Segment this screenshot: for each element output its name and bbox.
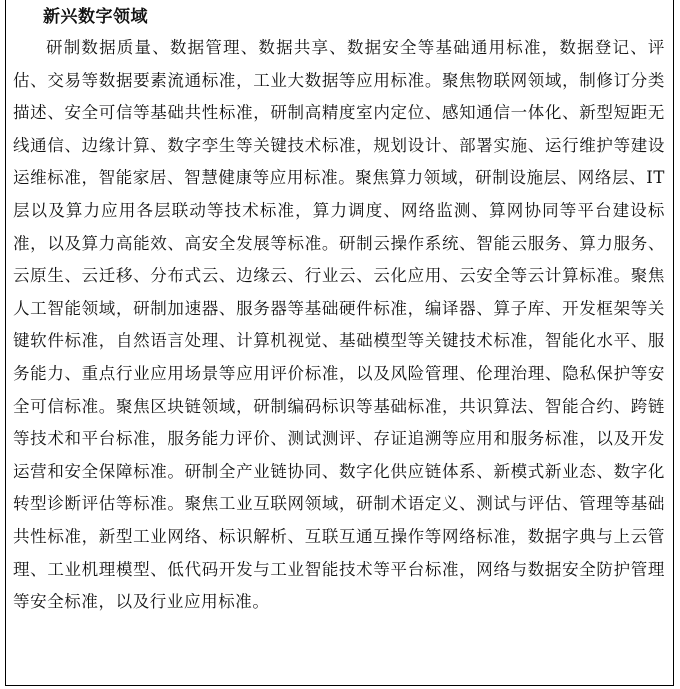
- section-paragraph: 研制数据质量、数据管理、数据共享、数据安全等基础通用标准，数据登记、评估、交易等数据要素流通标准，工业大数据等应用标准。聚焦物联网领域，制修订分类描述、安全可信等基础共性标准，研制高精度室内定位、感知通信一体化、新型短距无线通信、边缘计算、数字孪生等关键技术标准，规划设计、部署实施、运行维护等建设运维标准，智能家居、智慧健康等应用标准。聚焦算力领域，研制设施层、网络层、IT层以及算力应用各层联动等技术标准，算力调度、网络监测、算网协同等平台建设标准，以及算力高能效、高安全发展等标准。研制云操作系统、智能云服务、算力服务、云原生、云迁移、分布式云、边缘云、行业云、云化应用、云安全等云计算标准。聚焦人工智能领域，研制加速器、服务器等基础硬件标准，编译器、算子库、开发框架等关键软件标准，自然语言处理、计算机视觉、基础模型等关键技术标准，智能化水平、服务能力、重点行业应用场景等应用评价标准，以及风险管理、伦理治理、隐私保护等安全可信标准。聚焦区块链领域，研制编码标识等基础标准，共识算法、智能合约、跨链等技术和平台标准，服务能力评价、测试测评、存证追溯等应用和服务标准，以及开发运营和安全保障标准。研制全产业链协同、数字化供应链体系、新模式新业态、数字化转型诊断评估等标准。聚焦工业互联网领域，研制术语定义、测试与评估、管理等基础共性标准，新型工业网络、标识解析、互联互通互操作等网络标准，数据字典与上云管理、工业机理模型、低代码开发与工业智能技术等平台标准，网络与数据安全防护管理等安全标准，以及行业应用标准。: [13, 38, 665, 612]
- section-heading: 新兴数字领域: [43, 7, 148, 27]
- document-section: [13, 2, 665, 619]
